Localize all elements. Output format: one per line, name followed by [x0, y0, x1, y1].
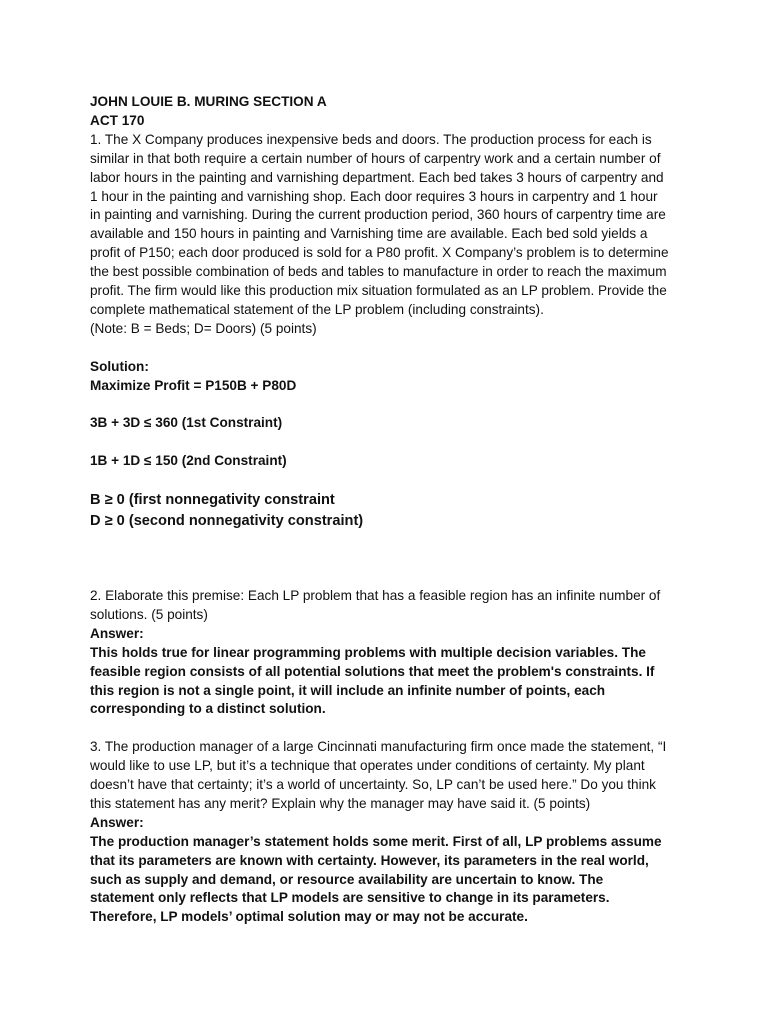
- answer-2-text: [90, 644, 690, 720]
- question-1-line: profit. The firm would like this production mix situation formulated as an LP problem. Provide the: [90, 283, 667, 299]
- question-2-line: 2. Elaborate this premise: Each LP problem that has a feasible region has an infinite number of: [90, 587, 661, 603]
- question-1-line: 1. The X Company produces inexpensive beds and doors. The production process for each is: [90, 131, 652, 147]
- course-code: ACT 170: [90, 112, 145, 128]
- question-1-line: available and 150 hours in painting and Varnishing time are available. Each bed sold yields a: [90, 226, 648, 242]
- question-1-line: 1 hour in the painting and varnishing shop. Each door requires 3 hours in carpentry and 1 hour: [90, 188, 658, 204]
- constraint-2: 1B + 1D ≤ 150 (2nd Constraint): [90, 453, 287, 469]
- question-2-line: solutions. (5 points): [90, 606, 208, 622]
- question-1-line: in painting and varnishing. During the current production period, 360 hours of carpentry time are: [90, 207, 666, 223]
- objective-function: Maximize Profit = P150B + P80D: [90, 377, 297, 393]
- question-1-line: (Note: B = Beds; D= Doors) (5 points): [90, 320, 317, 336]
- answer-3-line: statement only reflects that LP models are sensitive to change in its parameters.: [90, 890, 610, 906]
- question-1-line: profit of P150; each door produced is sold for a P80 profit. X Company’s problem is to determine: [90, 245, 669, 261]
- question-1-text: [90, 131, 690, 339]
- answer-3-line: Therefore, LP models’ optimal solution may or may not be accurate.: [90, 909, 528, 925]
- nonnegativity-constraint-2: D ≥ 0 (second nonnegativity constraint): [90, 512, 364, 529]
- question-3-text: [90, 738, 690, 814]
- answer-2-line: this region is not a single point, it will include an infinite number of points, each: [90, 682, 606, 698]
- answer-2-label: Answer:: [90, 625, 144, 641]
- question-1-line: labor hours in the painting and varnishing department. Each bed takes 3 hours of carpentry and: [90, 169, 664, 185]
- answer-3-line: that its parameters are known with certainty. However, its parameters in the real world,: [90, 852, 649, 868]
- question-3-line: this statement has any merit? Explain why the manager may have said it. (5 points): [90, 795, 591, 811]
- question-3-line: 3. The production manager of a large Cincinnati manufacturing firm once made the statement, “I: [90, 739, 667, 755]
- answer-3-line: The production manager’s statement holds some merit. First of all, LP problems assume: [90, 833, 662, 849]
- nonnegativity-constraint-1: B ≥ 0 (first nonnegativity constraint: [90, 491, 335, 508]
- answer-2-line: This holds true for linear programming problems with multiple decision variables. The: [90, 644, 646, 660]
- question-3-line: would like to use LP, but it’s a technique that operates under conditions of certainty. My plant: [90, 758, 645, 774]
- question-1-line: complete mathematical statement of the LP problem (including constraints).: [90, 301, 544, 317]
- question-1-line: the best possible combination of beds and tables to manufacture in order to reach the maximum: [90, 264, 667, 280]
- document-page: [90, 93, 690, 927]
- constraint-1: 3B + 3D ≤ 360 (1st Constraint): [90, 415, 283, 431]
- answer-3-text: [90, 833, 690, 928]
- question-3-line: doesn’t have that certainty; it’s a world of uncertainty. So, LP can’t be used here.” Do you think: [90, 777, 656, 793]
- question-2-text: [90, 587, 690, 625]
- answer-2-line: corresponding to a distinct solution.: [90, 701, 326, 717]
- answer-2-line: feasible region consists of all potential solutions that meet the problem's constraints. If: [90, 663, 655, 679]
- student-name-line: JOHN LOUIE B. MURING SECTION A: [90, 94, 327, 109]
- answer-3-line: such as supply and demand, or resource availability are uncertain to know. The: [90, 871, 604, 887]
- answer-3-label: Answer:: [90, 814, 144, 830]
- solution-label: Solution:: [90, 358, 149, 374]
- question-1-line: similar in that both require a certain number of hours of carpentry work and a certain number of: [90, 150, 661, 166]
